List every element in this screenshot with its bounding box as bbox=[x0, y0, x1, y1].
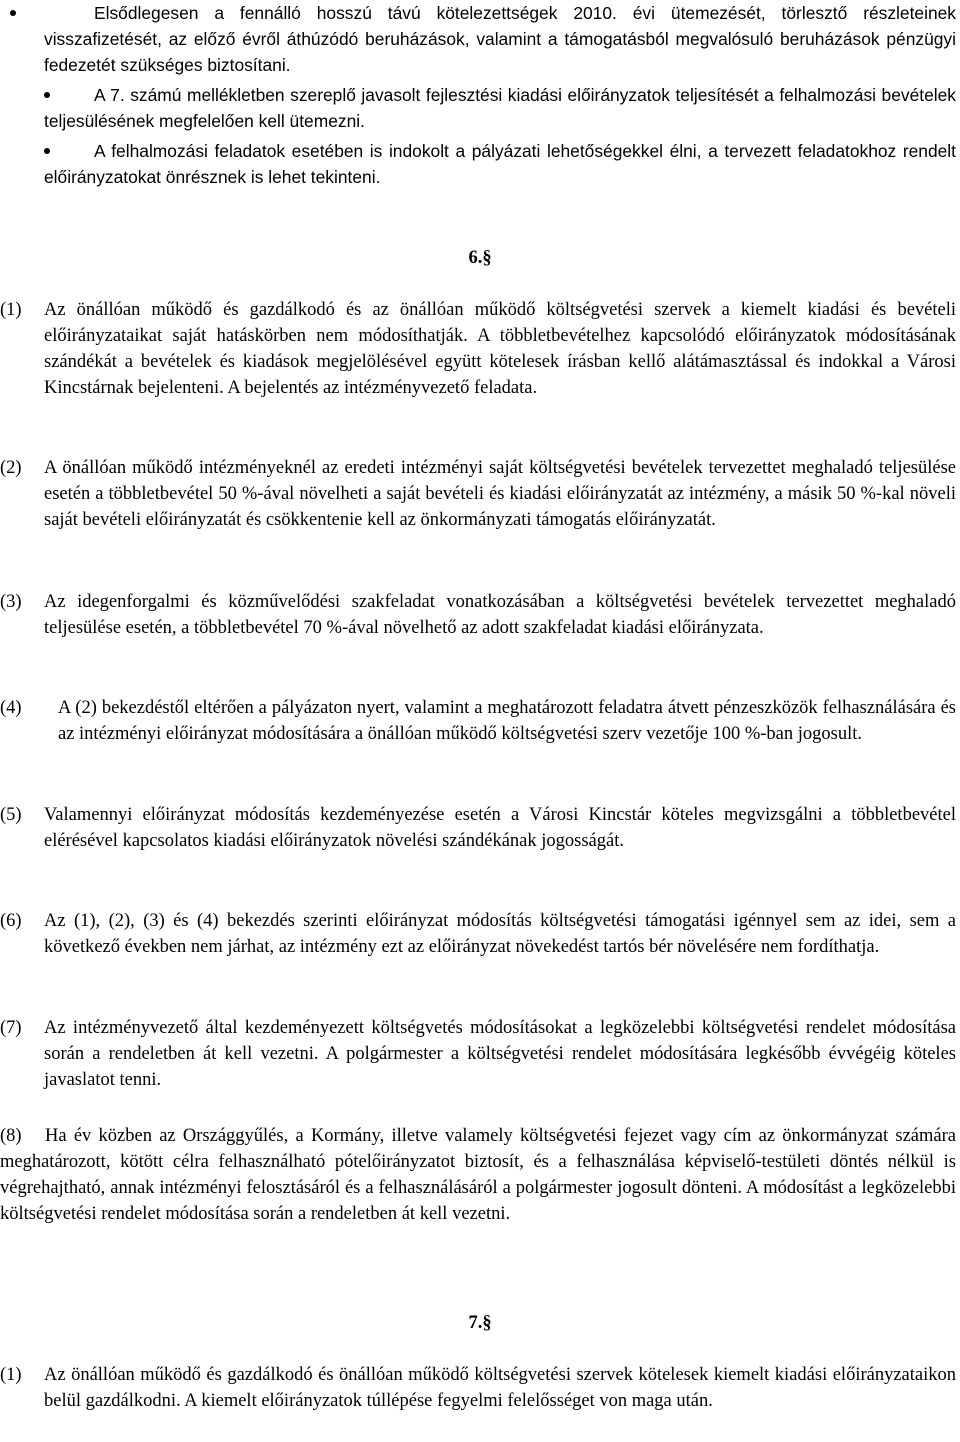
bullet-icon bbox=[44, 92, 50, 98]
paragraph bbox=[0, 455, 956, 533]
paragraph-text: Az intézményvezető által kezdeményezett költségvetés módosításokat a legközelebbi költségvetési rendelet módosítása során a rendeletben át kell vezetni. A polgármester a költségvetési rendelet módosítására legkésőbb évvégéig köteles javaslatot tenni. bbox=[44, 1018, 956, 1090]
paragraph-number: (8) bbox=[0, 1126, 22, 1146]
bullet-item bbox=[44, 82, 956, 134]
paragraph-body: Ha év közben az Országgyűlés, a Kormány, illetve valamely költségvetési fejezet vagy cím az önkormányzat számára meghatározott, kötött célra felhasználható pótelőirányzatot biztosít, és a felhasználása képviselő-testületi döntés nélkül is végrehajtható, annak intézményi felosztásáról és a felhasználásáról a polgármester jogosult dönteni. A módosítást a legközelebbi költségvetési rendelet módosítása során a rendeletben át kell vezetni. bbox=[0, 1126, 956, 1224]
paragraph-text: Az önállóan működő és gazdálkodó és önállóan működő költségvetési szervek kötelesek kiemelt kiadási előirányzataikon belül gazdálkodni. A kiemelt előirányzatok túllépése fegyelmi felelősséget von maga után. bbox=[44, 1365, 956, 1411]
section-heading: 6.§ bbox=[468, 248, 492, 268]
paragraph-text: A (2) bekezdéstől eltérően a pályázaton nyert, valamint a meghatározott feladatra átvett pénzeszközök felhasználására és az intézményi előirányzat módosítására a önállóan működő költségvetési szerv vezetője 100 %-ban jogosult. bbox=[58, 698, 956, 744]
paragraph-number: (1) bbox=[0, 300, 22, 320]
section-heading: 7.§ bbox=[468, 1313, 492, 1333]
bullet-text: Elsődlegesen a fennálló hosszú távú kötelezettségek 2010. évi ütemezését, törlesztő részleteinek visszafizetését, az előző évről áthúzódó beruházások, valamint a támogatásból megvalósuló beruházások pénzügyi fedezetét szükséges biztosítani. bbox=[44, 3, 956, 75]
bullet-icon bbox=[44, 148, 50, 154]
paragraph-number: (5) bbox=[0, 805, 22, 825]
paragraph-text bbox=[0, 1123, 956, 1227]
bullet-text: A 7. számú mellékletben szereplő javasolt fejlesztési kiadási előirányzatok teljesítését a felhalmozási bevételek teljesülésének megfelelően kell ütemezni. bbox=[44, 85, 956, 131]
paragraph bbox=[0, 589, 956, 641]
paragraph-text: Az (1), (2), (3) és (4) bekezdés szerinti előirányzat módosítás költségvetési támogatási igénnyel sem az idei, sem a következő években nem járhat, az intézmény ezt az előirányzat növekedést tartós bér növelésére nem fordíthatja. bbox=[44, 911, 956, 957]
paragraph bbox=[0, 297, 956, 401]
paragraph-number: (3) bbox=[0, 592, 22, 612]
bullet-text: A felhalmozási feladatok esetében is indokolt a pályázati lehetőségekkel élni, a tervezett feladatokhoz rendelt előirányzatokat önrésznek is lehet tekinteni. bbox=[44, 141, 956, 187]
paragraph-text: Az idegenforgalmi és közművelődési szakfeladat vonatkozásában a költségvetési bevételek tervezettet meghaladó teljesülése esetén, a többletbevétel 70 %-ával növelhető az adott szakfeladat kiadási előirányzata. bbox=[44, 592, 956, 638]
paragraph-number: (6) bbox=[0, 911, 22, 931]
bullet-item bbox=[44, 138, 956, 190]
paragraph-text: A önállóan működő intézményeknél az eredeti intézményi saját költségvetési bevételek tervezettet meghaladó teljesülése esetén a többletbevétel 50 %-ával növelheti a saját bevételi és kiadási előirányzatát az intézmény, a másik 50 %-kal növeli saját bevételi előirányzatát és csökkentenie kell az önkormányzati támogatás előirányzatát. bbox=[44, 458, 956, 530]
paragraph-number: (1) bbox=[0, 1365, 22, 1385]
paragraph bbox=[0, 1123, 956, 1227]
paragraph-number: (7) bbox=[0, 1018, 22, 1038]
paragraph bbox=[0, 1015, 956, 1093]
paragraph bbox=[0, 908, 956, 960]
paragraph-text: Valamennyi előirányzat módosítás kezdeményezése esetén a Városi Kincstár köteles megvizsgálni a többletbevétel elérésével kapcsolatos kiadási előirányzatok növelési szándékának jogosságát. bbox=[44, 805, 956, 851]
paragraph bbox=[0, 1362, 956, 1414]
paragraph bbox=[0, 802, 956, 854]
paragraph-number: (2) bbox=[0, 458, 22, 478]
bullet-icon bbox=[10, 10, 16, 16]
paragraph bbox=[0, 695, 956, 747]
paragraph-text: Az önállóan működő és gazdálkodó és az önállóan működő költségvetési szervek a kiemelt kiadási és bevételi előirányzataikat saját hatáskörben nem módosíthatják. A többletbevételhez kapcsolódó előirányzatok módosításának szándékát a bevételek és kiadások megjelölésével együtt kötelesek írásban kellő alátámasztással és indokkal a Városi Kincstárnak bejelenteni. A bejelentés az intézményvezető feladata. bbox=[44, 300, 956, 398]
paragraph-number: (4) bbox=[0, 698, 22, 718]
bullet-item bbox=[44, 0, 956, 78]
